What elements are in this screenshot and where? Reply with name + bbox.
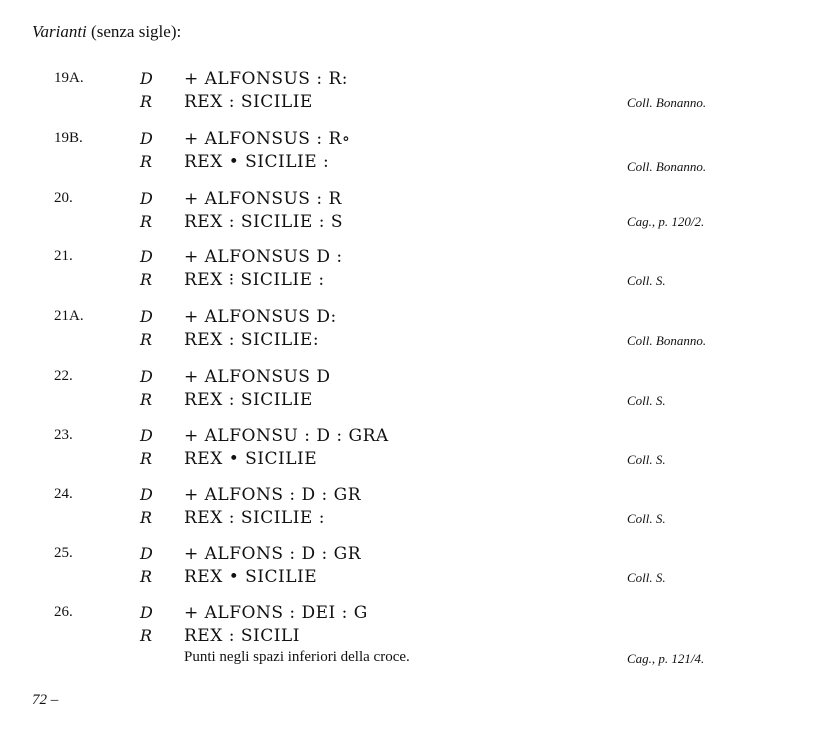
obverse-symbol: D — [140, 129, 153, 148]
reverse-legend: REX ⁝ SICILIE : — [184, 270, 325, 290]
obverse-symbol: D — [140, 367, 153, 386]
obverse-legend: + ALFONSUS : R∘ — [184, 129, 351, 149]
reverse-legend: REX : SICILIE: — [184, 330, 320, 350]
entry-source: Coll. S. — [627, 393, 666, 408]
entry-number: 25. — [54, 545, 73, 561]
entry-number: 21. — [54, 248, 73, 264]
obverse-legend: + ALFONSUS D — [184, 367, 331, 387]
variant-entry — [0, 248, 824, 298]
variant-entry — [0, 190, 824, 240]
reverse-symbol: R — [140, 270, 153, 289]
entry-number: 24. — [54, 486, 73, 502]
obverse-symbol: D — [140, 485, 153, 504]
entry-number: 21A. — [54, 308, 84, 324]
obverse-symbol: D — [140, 544, 153, 563]
reverse-legend: REX • SICILIE — [184, 567, 318, 587]
obverse-legend: + ALFONSUS : R: — [184, 69, 349, 89]
reverse-symbol: R — [140, 508, 153, 527]
variant-entry — [0, 603, 824, 666]
obverse-symbol: D — [140, 189, 153, 208]
entry-number: 20. — [54, 190, 73, 206]
reverse-legend: REX • SICILIE — [184, 449, 318, 469]
reverse-legend: REX : SICILIE : — [184, 508, 325, 528]
obverse-legend: + ALFONSUS D: — [184, 307, 337, 327]
reverse-symbol: R — [140, 626, 153, 645]
reverse-legend: REX • SICILIE : — [184, 152, 330, 172]
reverse-legend: REX : SICILI — [184, 626, 300, 646]
entry-note: Punti negli spazi inferiori della croce. — [184, 649, 410, 665]
reverse-symbol: R — [140, 152, 153, 171]
entry-number: 23. — [54, 427, 73, 443]
obverse-symbol: D — [140, 69, 153, 88]
entry-source: Coll. Bonanno. — [627, 159, 707, 174]
obverse-symbol: D — [140, 426, 153, 445]
entry-source: Coll. S. — [627, 273, 666, 288]
reverse-symbol: R — [140, 212, 153, 231]
variant-entry — [0, 486, 824, 536]
reverse-symbol: R — [140, 567, 153, 586]
section-heading — [32, 22, 181, 42]
obverse-legend: + ALFONSU : D : GRA — [184, 426, 389, 446]
reverse-legend: REX : SICILIE — [184, 390, 313, 410]
entry-number: 19B. — [54, 130, 83, 146]
obverse-symbol: D — [140, 603, 153, 622]
entry-number: 22. — [54, 368, 73, 384]
variant-entry — [0, 308, 824, 358]
reverse-symbol: R — [140, 330, 153, 349]
entry-source: Coll. Bonanno. — [627, 333, 707, 348]
entry-number: 19A. — [54, 70, 84, 86]
obverse-legend: + ALFONSUS : R — [184, 189, 342, 209]
obverse-symbol: D — [140, 307, 153, 326]
entry-number: 26. — [54, 604, 73, 620]
variant-entry — [0, 130, 824, 180]
entry-source: Coll. S. — [627, 452, 666, 467]
heading-italic: Varianti — [32, 22, 87, 41]
entry-source: Coll. S. — [627, 511, 666, 526]
variant-entry — [0, 70, 824, 120]
obverse-legend: + ALFONS : D : GR — [184, 485, 362, 505]
obverse-legend: + ALFONS : DEI : G — [184, 603, 368, 623]
reverse-legend: REX : SICILIE : S — [184, 212, 344, 232]
reverse-symbol: R — [140, 449, 153, 468]
reverse-legend: REX : SICILIE — [184, 92, 313, 112]
heading-rest: (senza sigle): — [91, 22, 182, 41]
obverse-legend: + ALFONSUS D : — [184, 247, 343, 267]
obverse-legend: + ALFONS : D : GR — [184, 544, 362, 564]
variant-entry — [0, 368, 824, 418]
entry-source: Coll. S. — [627, 570, 666, 585]
reverse-symbol: R — [140, 92, 153, 111]
variant-entry — [0, 545, 824, 595]
reverse-symbol: R — [140, 390, 153, 409]
variant-entry — [0, 427, 824, 477]
entry-source: Cag., p. 121/4. — [627, 651, 705, 666]
entry-source: Cag., p. 120/2. — [627, 214, 705, 229]
page-number: 72 – — [32, 692, 59, 708]
obverse-symbol: D — [140, 247, 153, 266]
entry-source: Coll. Bonanno. — [627, 95, 707, 110]
